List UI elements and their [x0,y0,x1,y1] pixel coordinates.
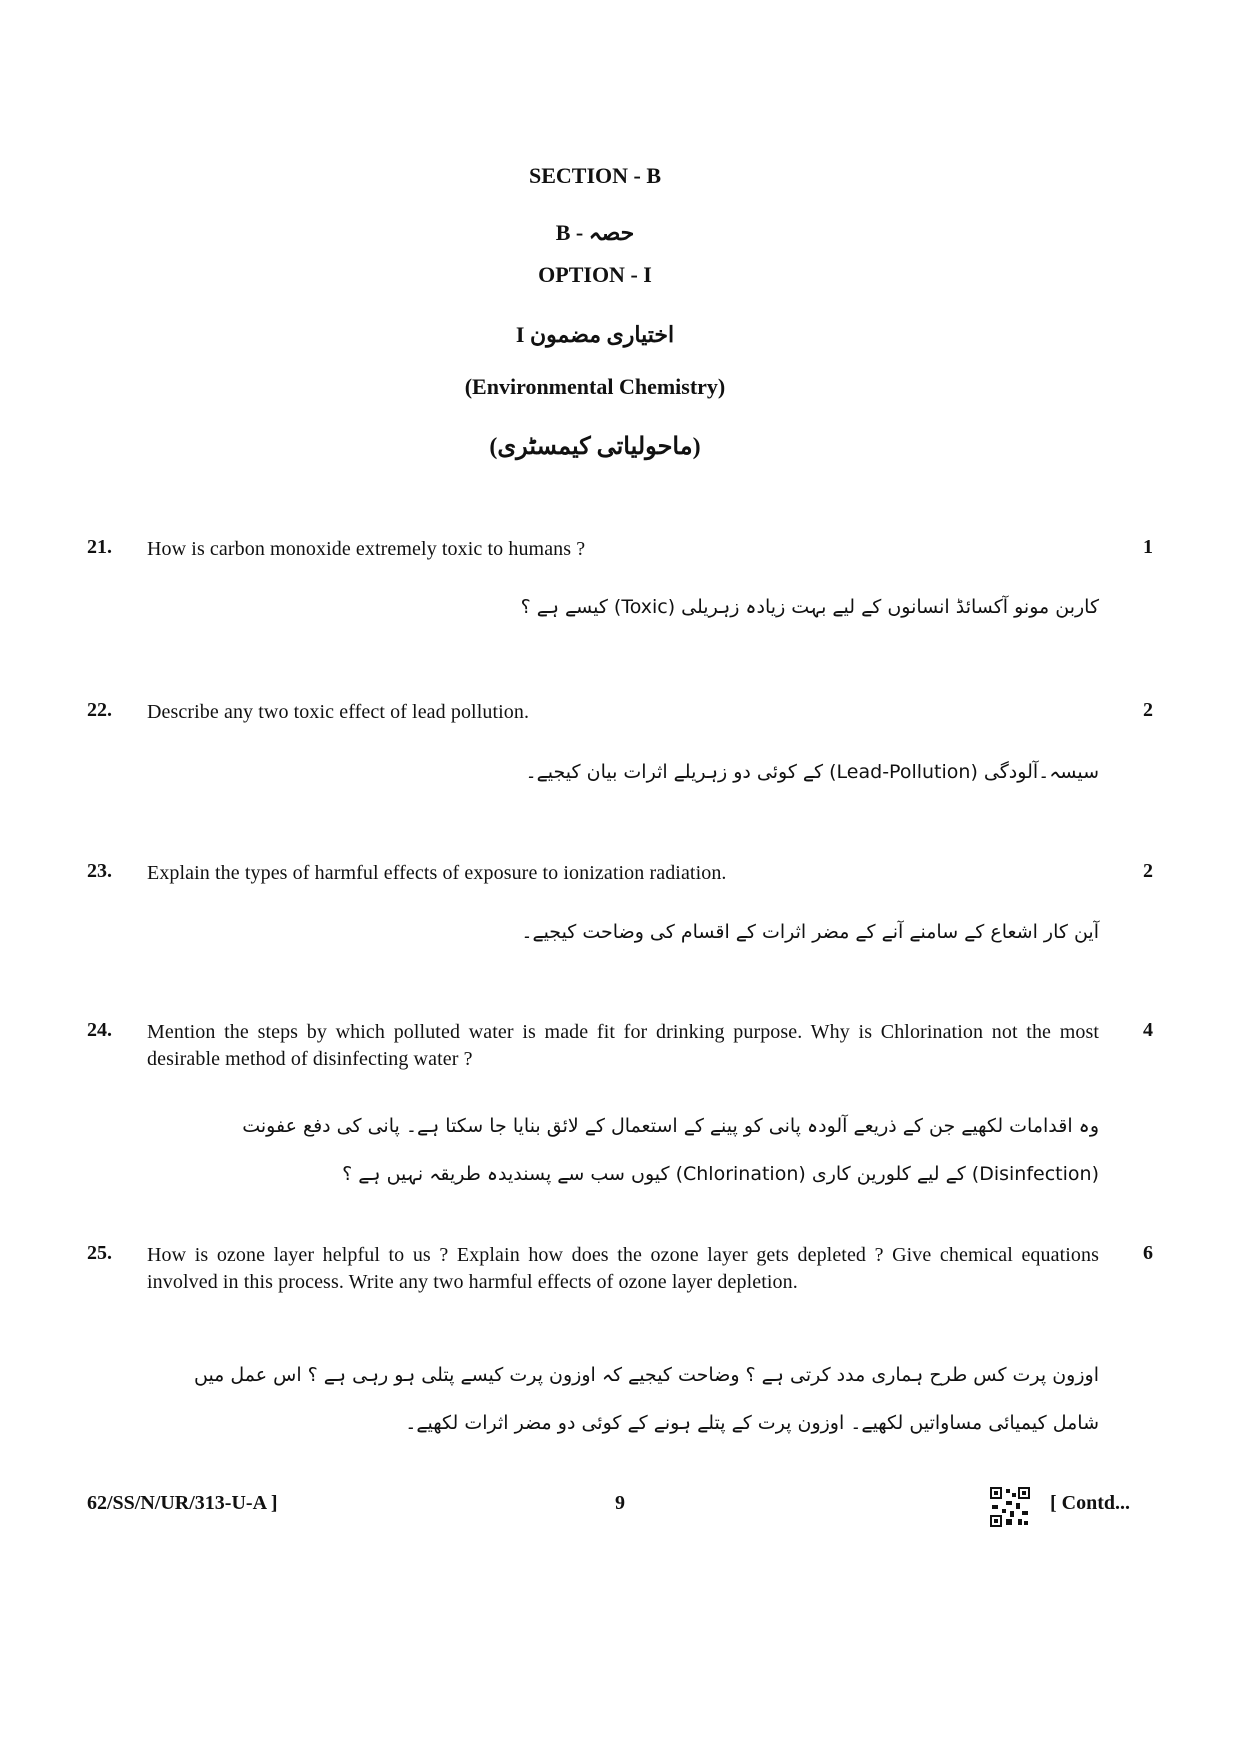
question-text-urdu: اوزون پرت کس طرح ہماری مدد کرتی ہے ؟ وضاحت کیجیے کہ اوزون پرت کیسے پتلی ہو رہی ہے ؟ اس عمل میں شامل کیمیائی مساواتیں لکھیے۔ اوزون پرت کے پتلے ہونے کے کوئی دو مضر اثرات لکھیے۔ [193,1364,1099,1434]
section-heading-urdu: حصہ - B [555,220,635,245]
option-heading: OPTION - I [538,262,652,287]
question-text-english: Mention the steps by which polluted water is made fit for drinking purpose. Why is Chlorination not the most desirable method of disinfecting water ? [147,1021,1099,1070]
question-text-english: How is carbon monoxide extremely toxic to humans ? [147,538,586,560]
subject-heading-urdu: (ماحولیاتی کیمسٹری) [489,434,701,460]
question-number: 23. [87,860,112,882]
question-text-urdu: سیسہ۔آلودگی (Lead-Pollution) کے کوئی دو زہریلے اثرات بیان کیجیے۔ [525,761,1099,783]
question-text-urdu: وہ اقدامات لکھیے جن کے ذریعے آلودہ پانی کو پینے کے استعمال کے لائق بنایا جا سکتا ہے۔ پانی کی دفع عفونت (Disinfection) کے لیے کلورین کاری (Chlorination) کیوں سب سے پسندیدہ طریقہ نہیں ہے ؟ [242,1115,1099,1185]
question-text-english: Explain the types of harmful effects of exposure to ionization radiation. [147,862,727,884]
question-number: 22. [87,699,112,721]
page-number: 9 [615,1492,625,1514]
question-marks: 4 [1143,1019,1153,1041]
question-marks: 2 [1143,699,1153,721]
subject-heading: (Environmental Chemistry) [464,374,726,399]
option-heading-urdu: اختیاری مضمون I [515,322,675,347]
question-number: 25. [87,1242,112,1264]
continued-label: [ Contd... [1050,1492,1131,1514]
question-marks: 1 [1143,536,1153,558]
question-marks: 6 [1143,1242,1153,1264]
question-text-urdu: کاربن مونو آکسائڈ انسانوں کے لیے بہت زیادہ زہریلی (Toxic) کیسے ہے ؟ [520,596,1099,618]
paper-code: 62/SS/N/UR/313-U-A ] [87,1492,278,1514]
section-heading: SECTION - B [528,163,662,188]
question-marks: 2 [1143,860,1153,882]
question-number: 24. [87,1019,112,1041]
question-text-english: Describe any two toxic effect of lead pollution. [147,701,530,723]
question-text-english: How is ozone layer helpful to us ? Explain how does the ozone layer gets depleted ? Give chemical equations involved in this process. Write any two harmful effects of ozone layer depletion. [147,1244,1099,1293]
qr-code-icon [990,1487,1030,1527]
question-text-urdu: آین کار اشعاع کے سامنے آنے کے مضر اثرات کے اقسام کی وضاحت کیجیے۔ [521,921,1099,943]
question-number: 21. [87,536,112,558]
